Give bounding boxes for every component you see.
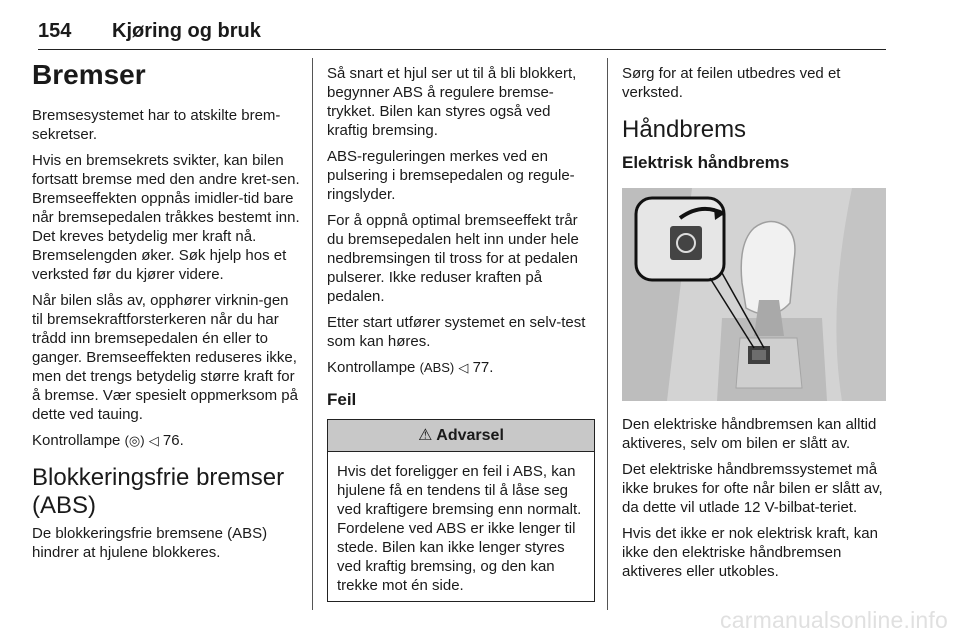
heading-bremser: Bremser: [32, 59, 146, 90]
heading-elektrisk-handbrems: Elektrisk håndbrems: [622, 153, 790, 172]
paragraph: De blokkeringsfrie bremsene (ABS) hindrer at hjulene blokkeres.: [32, 525, 268, 561]
parking-brake-illustration: [622, 188, 886, 401]
warning-box: [327, 419, 595, 602]
column-2: [327, 64, 593, 602]
paragraph: Hvis en bremsekrets svikter, kan bilen fortsatt bremse med den andre kret-sen. Bremseeffekten oppnås imidler-tid bare når bremsepedalen tråkkes bestemt inn. Det kreves betydelig mer kraft nå. Bremselengden øker. Søk hjelp hos et verksted før du kjører videre.: [32, 152, 300, 283]
cross-reference: [32, 431, 300, 450]
paragraph: Den elektriske håndbremsen kan alltid aktiveres, selv om bilen er slått av.: [622, 416, 877, 452]
page-number: 154: [38, 20, 72, 42]
paragraph: Bremsesystemet har to atskilte brem-sekretser.: [32, 107, 281, 143]
heading-feil: Feil: [327, 390, 357, 409]
paragraph: Så snart et hjul ser ut til å bli blokkert, begynner ABS å regulere bremse-trykket. Bilen kan styres også ved kraftig bremsing.: [327, 65, 577, 139]
paragraph: Hvis det ikke er nok elektrisk kraft, kan ikke den elektriske håndbremsen aktiveres eller utkobles.: [622, 525, 878, 580]
paragraph: Sørg for at feilen utbedres ved et verksted.: [622, 65, 841, 101]
abs-lamp-icon: (ABS): [419, 360, 455, 375]
paragraph: Det elektriske håndbremssystemet må ikke brukes for ofte når bilen er slått av, da dette vil utlade 12 V-bilbat-teriet.: [622, 461, 883, 516]
warning-title: Advarsel: [436, 427, 504, 444]
reference-label: Kontrollampe: [327, 359, 416, 376]
column-3: [622, 64, 886, 588]
column-1: [32, 58, 300, 569]
paragraph: Når bilen slås av, opphører virknin-gen til bremsekraftforsterkeren når du har trådd inn bremsepedalen én eller to ganger. Bremseeffekten reduseres ikke, men det trengs betydelig større kraft for å bremse. Vær spesielt oppmerksom på dette ved tauing.: [32, 292, 298, 423]
reference-label: Kontrollampe: [32, 432, 121, 449]
heading-handbrems: Håndbrems: [622, 116, 747, 143]
paragraph: ABS-reguleringen merkes ved en pulsering i bremsepedalen og regule-ringslyder.: [327, 148, 575, 203]
column-divider-1: [312, 58, 313, 610]
cross-reference: [327, 358, 593, 377]
watermark: carmanualsonline.info: [720, 607, 948, 633]
brake-warning-lamp-icon: (◎): [124, 433, 145, 448]
reference-page: 77.: [472, 359, 494, 376]
page-header: [38, 20, 886, 50]
column-divider-2: [607, 58, 608, 610]
warning-body: [328, 452, 594, 601]
heading-abs: Blokkeringsfrie bremser (ABS): [32, 464, 285, 519]
page-ref-arrow-icon: ◁: [148, 433, 159, 448]
section-title: Kjøring og bruk: [112, 20, 261, 42]
paragraph: For å oppnå optimal bremseeffekt trår du bremsepedalen helt inn under hele nedbremsingen til tross for at pedalen pulserer. Ikke reduser kraften på pedalen.: [327, 212, 579, 305]
warning-header: [328, 420, 594, 452]
warning-triangle-icon: ⚠: [418, 427, 433, 444]
page-ref-arrow-icon: ◁: [458, 360, 469, 375]
reference-page: 76.: [162, 432, 184, 449]
warning-text: Hvis det foreligger en feil i ABS, kan hjulene få en tendens til å låse seg ved kraftigere bremsing enn normalt. Fordelene ved ABS er ikke lenger til stede. Bilen kan ikke lenger styres ved kraftig bremsing, og den kan trekke mot én side.: [337, 463, 582, 594]
paragraph: Etter start utfører systemet en selv-test som kan høres.: [327, 314, 586, 350]
header-rule: [38, 49, 886, 50]
